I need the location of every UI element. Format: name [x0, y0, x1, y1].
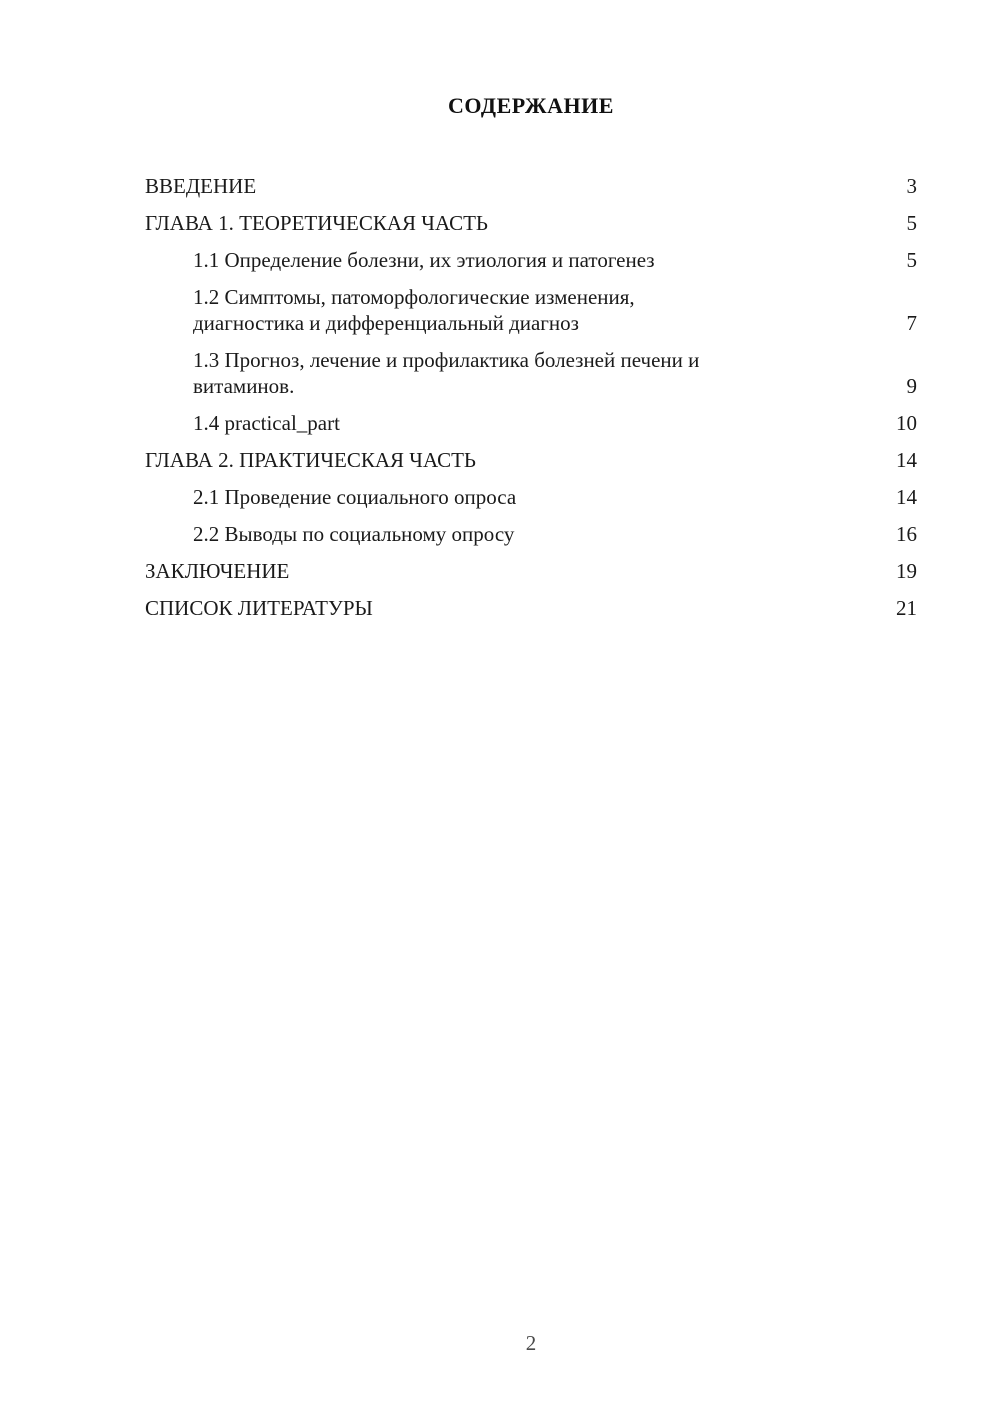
toc-entry-page-number: 7 — [906, 311, 917, 335]
toc-entry-title — [145, 447, 476, 473]
toc-entry-page-number: 14 — [896, 485, 917, 509]
toc-section — [145, 92, 917, 632]
toc-entry-text-line: СПИСОК ЛИТЕРАТУРЫ — [145, 596, 373, 620]
toc-entry-title — [145, 595, 373, 621]
toc-entry-page-number: 5 — [906, 211, 917, 235]
toc-entry — [145, 595, 917, 621]
toc-entry-text-line: 1.3 Прогноз, лечение и профилактика болезней печени и — [193, 348, 700, 372]
toc-entry — [145, 521, 917, 547]
toc-entry-title — [145, 521, 514, 547]
toc-entry-text-line: 1.2 Симптомы, патоморфологические изменения, — [193, 285, 635, 309]
toc-entry-text-line: 2.2 Выводы по социальному опросу — [193, 522, 515, 546]
toc-entry — [145, 347, 917, 399]
toc-entry — [145, 173, 917, 199]
toc-entry-text-line: ЗАКЛЮЧЕНИЕ — [145, 559, 290, 583]
toc-entry-text-line: витаминов. — [193, 374, 295, 398]
toc-entry-title — [145, 484, 516, 510]
toc-entry — [145, 447, 917, 473]
toc-entry-title — [145, 347, 699, 399]
toc-entry-text-line: 1.1 Определение болезни, их этиология и патогенез — [193, 248, 655, 272]
toc-entry — [145, 558, 917, 584]
toc-entry-text-line: 2.1 Проведение социального опроса — [193, 485, 517, 509]
toc-entry-page-number: 5 — [906, 248, 917, 272]
toc-entry — [145, 210, 917, 236]
toc-entry-page-number: 9 — [906, 374, 917, 398]
toc-entry-page-number: 10 — [896, 411, 917, 435]
toc-title: СОДЕРЖАНИЕ — [448, 93, 614, 118]
toc-entry-title — [145, 284, 635, 336]
toc-entry-title — [145, 173, 256, 199]
toc-entry-text-line: ГЛАВА 1. ТЕОРЕТИЧЕСКАЯ ЧАСТЬ — [145, 211, 488, 235]
footer-page-number: 2 — [525, 1331, 537, 1355]
toc-entry — [145, 410, 917, 436]
toc-entry-page-number: 14 — [896, 448, 917, 472]
toc-entry-title — [145, 558, 289, 584]
toc-entry-page-number: 3 — [906, 174, 917, 198]
toc-entry-text-line: 1.4 practical_part — [193, 411, 340, 435]
toc-entry-title — [145, 210, 488, 236]
toc-entry-page-number: 19 — [896, 559, 917, 583]
toc-entry — [145, 284, 917, 336]
toc-entry — [145, 247, 917, 273]
toc-entry-text-line: диагностика и дифференциальный диагноз — [193, 311, 579, 335]
toc-entry-page-number: 21 — [896, 596, 917, 620]
toc-entry-text-line: ВВЕДЕНИЕ — [145, 174, 257, 198]
toc-list — [145, 173, 917, 621]
toc-entry — [145, 484, 917, 510]
toc-entry-title — [145, 410, 340, 436]
toc-entry-title — [145, 247, 655, 273]
toc-entry-page-number: 16 — [896, 522, 917, 546]
toc-entry-text-line: ГЛАВА 2. ПРАКТИЧЕСКАЯ ЧАСТЬ — [145, 448, 476, 472]
